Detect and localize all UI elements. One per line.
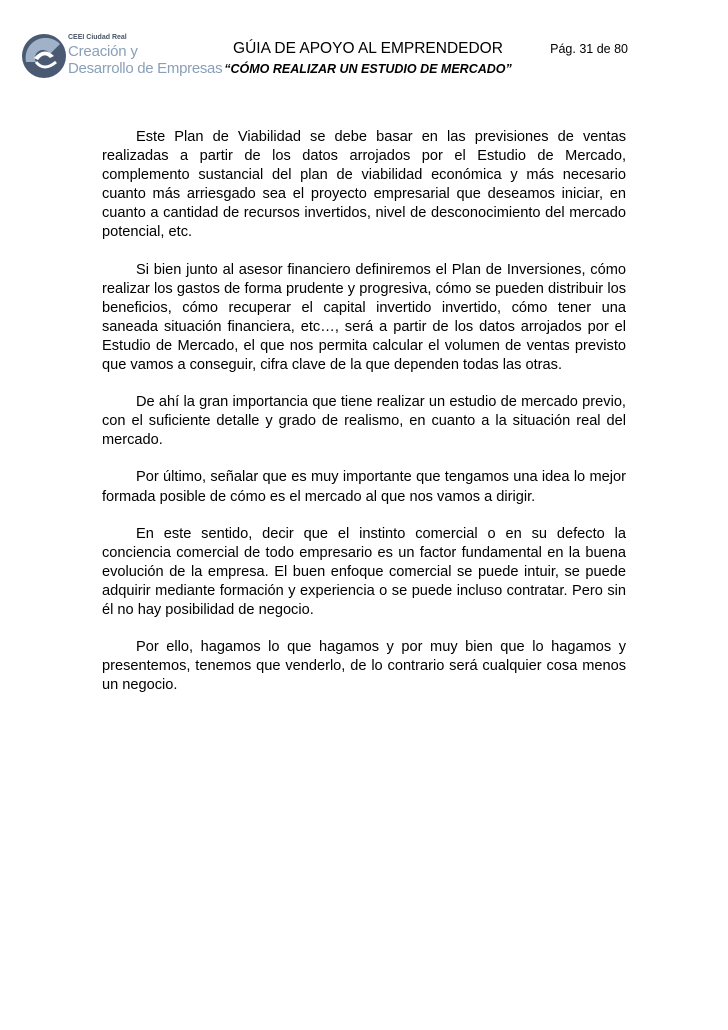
paragraph: Por último, señalar que es muy importante que tengamos una idea lo mejor formada posible de cómo es el mercado al que nos vamos a dirigir. — [102, 469, 626, 505]
ceei-logo-mark-icon — [20, 32, 68, 80]
paragraph: Este Plan de Viabilidad se debe basar en las previsiones de ventas realizadas a partir de los datos arrojados por el Estudio de Mercado, complemento sustancial del plan de viabilidad económica y más necesario cuanto más arriesgado sea el proyecto empresarial que deseamos iniciar, en cuanto a cantidad de recursos invertidos, nivel de desconocimiento del mercado potencial, etc. — [102, 129, 626, 241]
paragraph: Por ello, hagamos lo que hagamos y por muy bien que lo hagamos y presentemos, tenemos que venderlo, de lo contrario será cualquier cosa menos un negocio. — [102, 639, 626, 694]
logo-small-text: CEEI Ciudad Real — [68, 34, 127, 41]
paragraph: De ahí la gran importancia que tiene realizar un estudio de mercado previo, con el suficiente detalle y grado de realismo, en cuanto a la situación real del mercado. — [102, 394, 626, 449]
paragraph: Si bien junto al asesor financiero definiremos el Plan de Inversiones, cómo realizar los gastos de forma prudente y progresiva, cómo se pueden distribuir los beneficios, cómo recuperar el capital invertido invertido, cómo tener una saneada situación financiera, etc…, será a partir de los datos arrojados por el Estudio de Mercado, el que nos permita calcular el volumen de ventas previsto que vamos a conseguir, cifra clave de la que dependen todas las otras. — [102, 261, 626, 374]
logo-line2: Desarrollo de Empresas — [68, 60, 223, 77]
paragraph: En este sentido, decir que el instinto comercial o en su defecto la conciencia comercial de todo empresario es un factor fundamental en la buena evolución de la empresa. El buen enfoque comercial se puede intuir, se puede adquirir mediante formación y experiencia o se puede incluso contratar. Pero sin él no hay posibilidad de negocio. — [102, 525, 626, 618]
page-number: Pág. 31 de 80 — [550, 42, 628, 56]
document-subtitle: “CÓMO REALIZAR UN ESTUDIO DE MERCADO” — [224, 62, 512, 76]
ceei-logo — [20, 32, 223, 84]
document-title: GÚIA DE APOYO AL EMPRENDEDOR — [233, 40, 503, 57]
logo-line1: Creación y — [68, 43, 138, 60]
body-text — [102, 128, 626, 713]
